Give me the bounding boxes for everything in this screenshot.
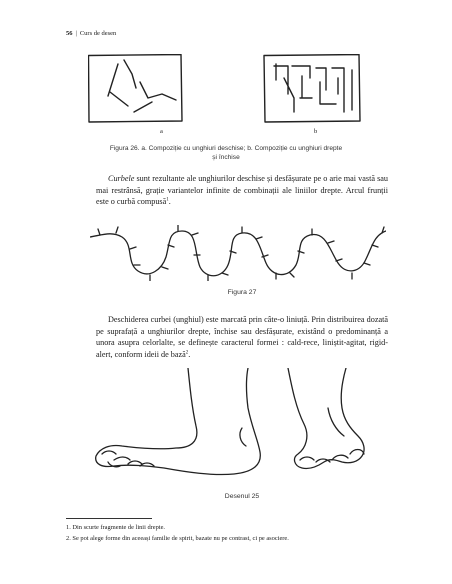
drawing-25-caption: Desenul 25	[224, 493, 260, 500]
right-foot-toes	[300, 450, 364, 463]
paragraph-1-end: .	[168, 197, 171, 207]
figure-26-caption-line-2: și închise	[212, 154, 240, 161]
composition-b-frame	[264, 55, 360, 123]
left-foot-toes	[102, 451, 154, 467]
paragraph-1-italic-term: Curbele	[108, 174, 135, 183]
page-number: 56	[66, 30, 73, 37]
running-header	[66, 30, 116, 37]
figure-26-drawings	[88, 54, 388, 149]
left-foot-ankle	[240, 428, 246, 446]
paragraph-curbele	[96, 173, 388, 208]
composition-a-lines	[108, 60, 176, 112]
paragraph-1-text: sunt rezultante ale unghiurilor deschise și desfășurate pe o arie mai vastă sau mai restrânsă, grație variantelor infinite de combinații ale liniilor drepte. Arcul frunții este o curbă compusă	[96, 174, 388, 207]
figure-27-caption: Figura 27	[227, 289, 257, 296]
drawing-25-feet	[92, 368, 392, 478]
paragraph-2-text: Deschiderea curbei (unghiul) este marcată prin câte-o liniuță. Prin distribuirea dozată pe suprafață a unghiurilor drepte, închise sau desfășurate, existând o predominanță a unora asupra celorlalte, se definește caracterul formei : cald-rece, liniștit-agitat, rigid-alert, conform ideii de bază	[96, 315, 388, 359]
footnote-1: 1. Din scurte fragmente de linii drepte.	[66, 524, 166, 531]
composition-b-lines	[274, 64, 352, 112]
left-foot-outline	[96, 368, 261, 475]
figure-26-label-a: a	[160, 128, 163, 135]
right-foot-outline	[288, 368, 364, 469]
header-separator: |	[75, 30, 77, 37]
figure-26-caption-line-1: Figura 26. a. Compoziție cu unghiuri deschise; b. Compoziție cu unghiuri drepte	[109, 145, 343, 152]
running-title: Curs de desen	[79, 30, 117, 37]
right-foot-contour	[328, 408, 344, 436]
paragraph-2-end: .	[188, 349, 191, 359]
footnote-divider	[66, 518, 152, 519]
paragraph-deschiderea	[96, 314, 388, 360]
figure-26-label-b: b	[314, 128, 318, 135]
figure-27-curve-drawing	[90, 225, 386, 281]
footnote-2: 2. Se pot alege forme din aceeași familie de spirit, bazate nu pe contrast, ci pe asociere.	[66, 535, 289, 542]
figure-26-caption	[66, 144, 386, 162]
footnote-ref-1: 1	[166, 197, 169, 203]
curve-line	[90, 231, 386, 276]
footnote-ref-2: 2	[185, 350, 189, 356]
